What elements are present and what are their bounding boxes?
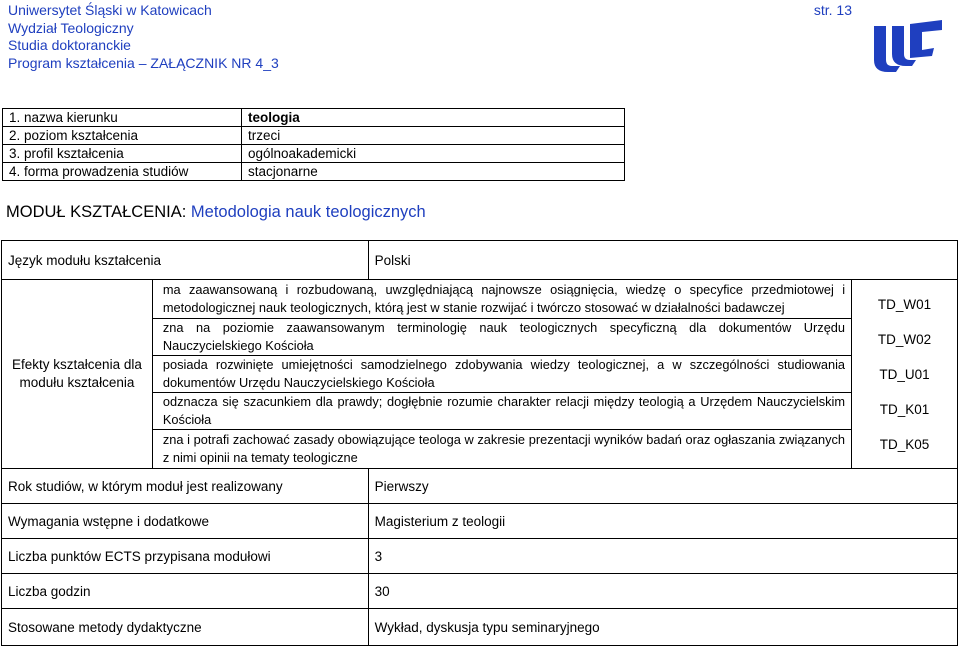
row-value: 30: [368, 574, 957, 609]
module-title-prefix: MODUŁ KSZTAŁCENIA:: [6, 203, 187, 221]
info-value: teologia: [242, 109, 625, 127]
outcome-code: TD_K05: [879, 436, 930, 452]
program-info-table: [2, 108, 625, 181]
outcome-code: TD_W01: [877, 296, 932, 312]
table-row: [2, 574, 958, 609]
studies-name: Studia doktoranckie: [8, 37, 131, 53]
row-label: Rok studiów, w którym moduł jest realizowany: [2, 469, 369, 504]
table-row: [2, 280, 958, 319]
info-value: ogólnoakademicki: [242, 145, 625, 163]
info-label: 1. nazwa kierunku: [3, 109, 242, 127]
module-details-table: [1, 240, 958, 646]
page-number: str. 13: [813, 2, 852, 18]
info-row: [3, 163, 625, 181]
module-title-name: Metodologia nauk teologicznych: [190, 203, 426, 221]
table-row: [2, 609, 958, 646]
row-value: Pierwszy: [368, 469, 957, 504]
row-label: Liczba godzin: [2, 574, 369, 609]
outcomes-label: Efekty kształcenia dla modułu kształcenia: [2, 280, 153, 469]
outcome-code: TD_U01: [879, 366, 930, 382]
language-value: Polski: [368, 241, 957, 280]
table-row: [2, 469, 958, 504]
info-label: 2. poziom kształcenia: [3, 127, 242, 145]
row-label: Wymagania wstępne i dodatkowe: [2, 504, 369, 539]
row-value: Wykład, dyskusja typu seminaryjnego: [368, 609, 957, 646]
program-name: Program kształcenia – ZAŁĄCZNIK NR 4_3: [8, 54, 279, 71]
info-row: [3, 109, 625, 127]
table-row: [2, 504, 958, 539]
row-label: Liczba punktów ECTS przypisana modułowi: [2, 539, 369, 574]
document-header: [8, 2, 279, 72]
language-label: Język modułu kształcenia: [2, 241, 369, 280]
info-row: [3, 145, 625, 163]
info-row: [3, 127, 625, 145]
faculty-name: Wydział Teologiczny: [8, 19, 134, 36]
module-title: [6, 203, 426, 222]
outcome-item: ma zaawansowaną i rozbudowaną, uwzględniającą najnowsze osiągnięcia, wiedzę o specyfice przedmiotowej i metodologicznej nauk teologicznych, którą jest w stanie rozwijać i twórczo stosować w działalności badawczej: [152, 280, 851, 319]
info-label: 3. profil kształcenia: [3, 145, 242, 163]
table-row: [2, 241, 958, 280]
university-logo-icon: [872, 20, 944, 72]
info-value: stacjonarne: [242, 163, 625, 181]
outcome-item: zna na poziomie zaawansowanym terminologię nauk teologicznych specyficzną dla dokumentów Urzędu Nauczycielskiego Kościoła: [152, 319, 851, 356]
row-value: 3: [368, 539, 957, 574]
table-row: [2, 539, 958, 574]
row-label: Stosowane metody dydaktyczne: [2, 609, 369, 646]
info-label: 4. forma prowadzenia studiów: [3, 163, 242, 181]
outcome-item: posiada rozwinięte umiejętności samodzielnego zdobywania wiedzy teologicznej, a w szczególności studiowania dokumentów Urzędu Nauczycielskiego Kościoła: [152, 356, 851, 393]
outcome-code: TD_W02: [877, 331, 932, 347]
info-value: trzeci: [242, 127, 625, 145]
outcome-item: odznacza się szacunkiem dla prawdy; dogłębnie rozumie charakter relacji między teologią a Urzędem Nauczycielskim Kościoła: [152, 393, 851, 430]
outcome-code: TD_K01: [879, 401, 930, 417]
university-name: Uniwersytet Śląski w Katowicach: [8, 2, 212, 18]
row-value: Magisterium z teologii: [368, 504, 957, 539]
outcome-codes: [852, 280, 958, 469]
outcome-item: zna i potrafi zachować zasady obowiązujące teologa w zakresie prezentacji wyników badań oraz ogłaszania związanych z nimi opinii na tematy teologiczne: [152, 430, 851, 469]
